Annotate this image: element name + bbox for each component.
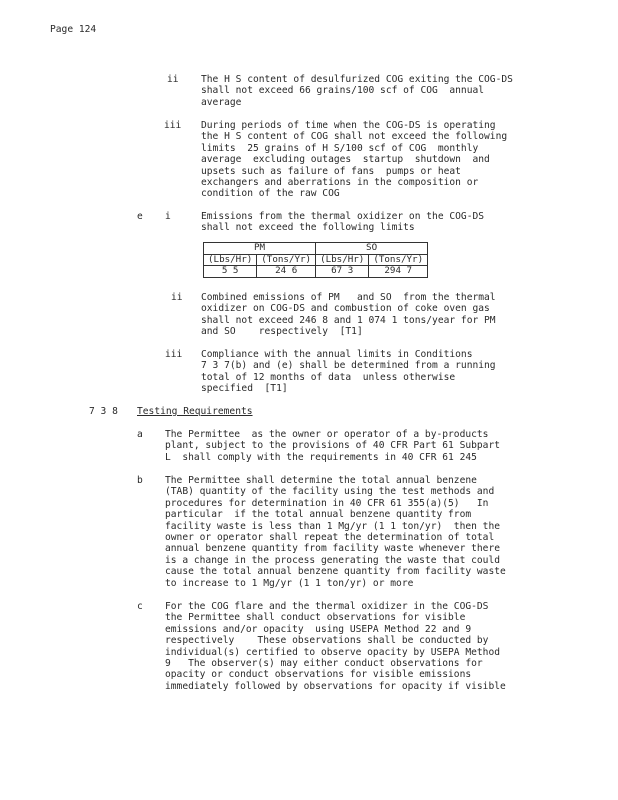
emission-limits-table <box>203 242 428 278</box>
item-label-ii: ii <box>167 74 179 85</box>
table-value-row <box>204 266 428 278</box>
item-text-ii: The H S content of desulfurized COG exiting the COG-DS shall not exceed 66 grains/100 scf of COG annual average <box>201 74 513 108</box>
item-label-e-i: i <box>165 211 171 222</box>
table-header-row <box>204 254 428 266</box>
group-pm: PM <box>204 243 316 255</box>
item-text-e-ii: Combined emissions of PM and SO from the thermal oxidizer on COG-DS and combustion of coke oven gas shall not exceed 246 8 and 1 074 1 tons/year for PM and SO respectively [T1] <box>201 292 496 338</box>
testing-label-a: a <box>137 429 143 440</box>
header-pm-tons-yr: (Tons/Yr) <box>257 254 316 266</box>
testing-label-b: b <box>137 475 143 486</box>
section-number: 7 3 8 <box>89 406 118 417</box>
group-so: SO <box>316 243 428 255</box>
value-pm-lbs-hr: 5 5 <box>204 266 257 278</box>
item-text-e-iii: Compliance with the annual limits in Conditions 7 3 7(b) and (e) shall be determined from a running total of 12 months of data unless otherwise specified [T1] <box>201 349 496 395</box>
value-pm-tons-yr: 24 6 <box>257 266 316 278</box>
section-title: Testing Requirements <box>137 406 253 417</box>
value-so-tons-yr: 294 7 <box>369 266 428 278</box>
item-label-e-iii: iii <box>165 349 183 360</box>
item-label-e: e <box>137 211 143 222</box>
value-so-lbs-hr: 67 3 <box>316 266 369 278</box>
header-so-tons-yr: (Tons/Yr) <box>369 254 428 266</box>
item-text-iii: During periods of time when the COG-DS is operating the H S content of COG shall not exceed the following limits 25 grains of H S/100 scf of COG monthly average excluding outages startup shutdown and upsets such as failure of fans pumps or heat exchangers and aberrations in the composition or condition of the raw COG <box>201 120 508 200</box>
item-label-e-ii: ii <box>171 292 183 303</box>
testing-label-c: c <box>137 601 143 612</box>
testing-text-a: The Permittee as the owner or operator of a by-products plant, subject to the provisions of 40 CFR Part 61 Subpart L shall comply with the requirements in 40 CFR 61 245 <box>165 429 501 463</box>
header-pm-lbs-hr: (Lbs/Hr) <box>204 254 257 266</box>
testing-text-c: For the COG flare and the thermal oxidizer in the COG-DS the Permittee shall conduct observations for visible emissions and/or opacity using USEPA Method 22 and 9 respectively These observations shall be conducted by individual(s) certified to observe opacity by USEPA Method 9 The observer(s) may either conduct observations for opacity or conduct observations for visible emissions immediately followed by observations for opacity if visible <box>165 601 506 692</box>
page-number: Page 124 <box>50 24 97 35</box>
table-group-row <box>204 243 428 255</box>
testing-text-b: The Permittee shall determine the total annual benzene (TAB) quantity of the facility using the test methods and procedures for determination in 40 CFR 61 355(a)(5) In particular if the total annual benzene quantity from facility waste is less than 1 Mg/yr (1 1 ton/yr) then the owner or operator shall repeat the determination of total annual benzene quantity from facility waste whenever there is a change in the process generating the waste that could cause the total annual benzene quantity from facility waste to increase to 1 Mg/yr (1 1 ton/yr) or more <box>165 475 506 589</box>
item-label-iii: iii <box>164 120 182 131</box>
header-so-lbs-hr: (Lbs/Hr) <box>316 254 369 266</box>
item-text-e-i: Emissions from the thermal oxidizer on the COG-DS shall not exceed the following limits <box>201 211 485 234</box>
